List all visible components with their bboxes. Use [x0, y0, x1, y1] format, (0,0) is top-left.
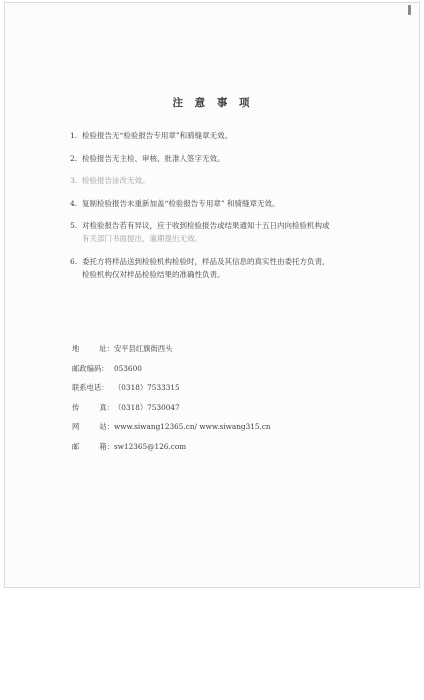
notice-item-4	[70, 197, 370, 210]
website-value: www.siwang12365.cn/ www.siwang315.cn	[114, 422, 271, 431]
notice-item-3	[70, 174, 370, 187]
phone-value: （0318）7533315	[114, 383, 180, 392]
contact-label: 传 真：	[72, 402, 114, 412]
notice-number: 3.	[70, 176, 78, 185]
notice-number: 4.	[70, 198, 78, 208]
notice-item-1	[70, 129, 370, 142]
notice-text: 委托方将样品送到检验机构检验时，样品及其信息的真实性由委托方负责，	[82, 256, 330, 266]
notice-text: 检验报告无“检验报告专用章”和骑缝章无效。	[82, 131, 233, 140]
page-title: 注 意 事 项	[172, 97, 254, 109]
notice-page	[4, 2, 420, 588]
notice-text-continued: 有关部门书面提出，逾期提出无效。	[82, 234, 202, 243]
email-value: sw12365@126.com	[114, 441, 187, 451]
notice-number: 6.	[70, 256, 78, 266]
notice-text-continued: 检验机构仅对样品检验结果的准确性负责。	[82, 269, 225, 279]
notice-item-5	[70, 219, 370, 245]
notice-text: 对检验报告若有异议，应于收到检验报告或结果通知十五日内向检验机构或	[82, 221, 330, 230]
contact-phone	[72, 382, 372, 402]
notice-item-2	[70, 152, 370, 165]
notice-text: 复制检验报告未重新加盖“检验报告专用章” 和骑缝章无效。	[82, 198, 280, 208]
address-value: 安平县红旗街西头	[114, 344, 173, 353]
fax-value: （0318）7530047	[114, 402, 180, 412]
notice-list	[70, 129, 370, 290]
notice-text: 检验报告无主检、审核、批准人签字无效。	[82, 153, 225, 163]
notice-item-6	[70, 255, 370, 281]
contact-label: 地 址：	[72, 344, 114, 353]
notice-number: 2.	[70, 153, 78, 163]
contact-fax	[72, 402, 372, 422]
contact-label: 邮政编码：	[72, 363, 109, 373]
contact-label: 联系电话：	[72, 383, 109, 392]
notice-number: 1.	[70, 131, 78, 140]
contact-postcode	[72, 363, 372, 383]
page-edge-mark	[408, 5, 411, 15]
contact-label: 网 站：	[72, 422, 114, 431]
contact-email	[72, 441, 372, 461]
notice-number: 5.	[70, 221, 78, 230]
contact-label: 邮 箱：	[72, 441, 114, 451]
contact-info	[72, 343, 372, 460]
contact-website	[72, 421, 372, 441]
notice-text: 检验报告涂改无效。	[82, 176, 150, 185]
contact-address	[72, 343, 372, 363]
postcode-value: 053600	[114, 363, 142, 373]
